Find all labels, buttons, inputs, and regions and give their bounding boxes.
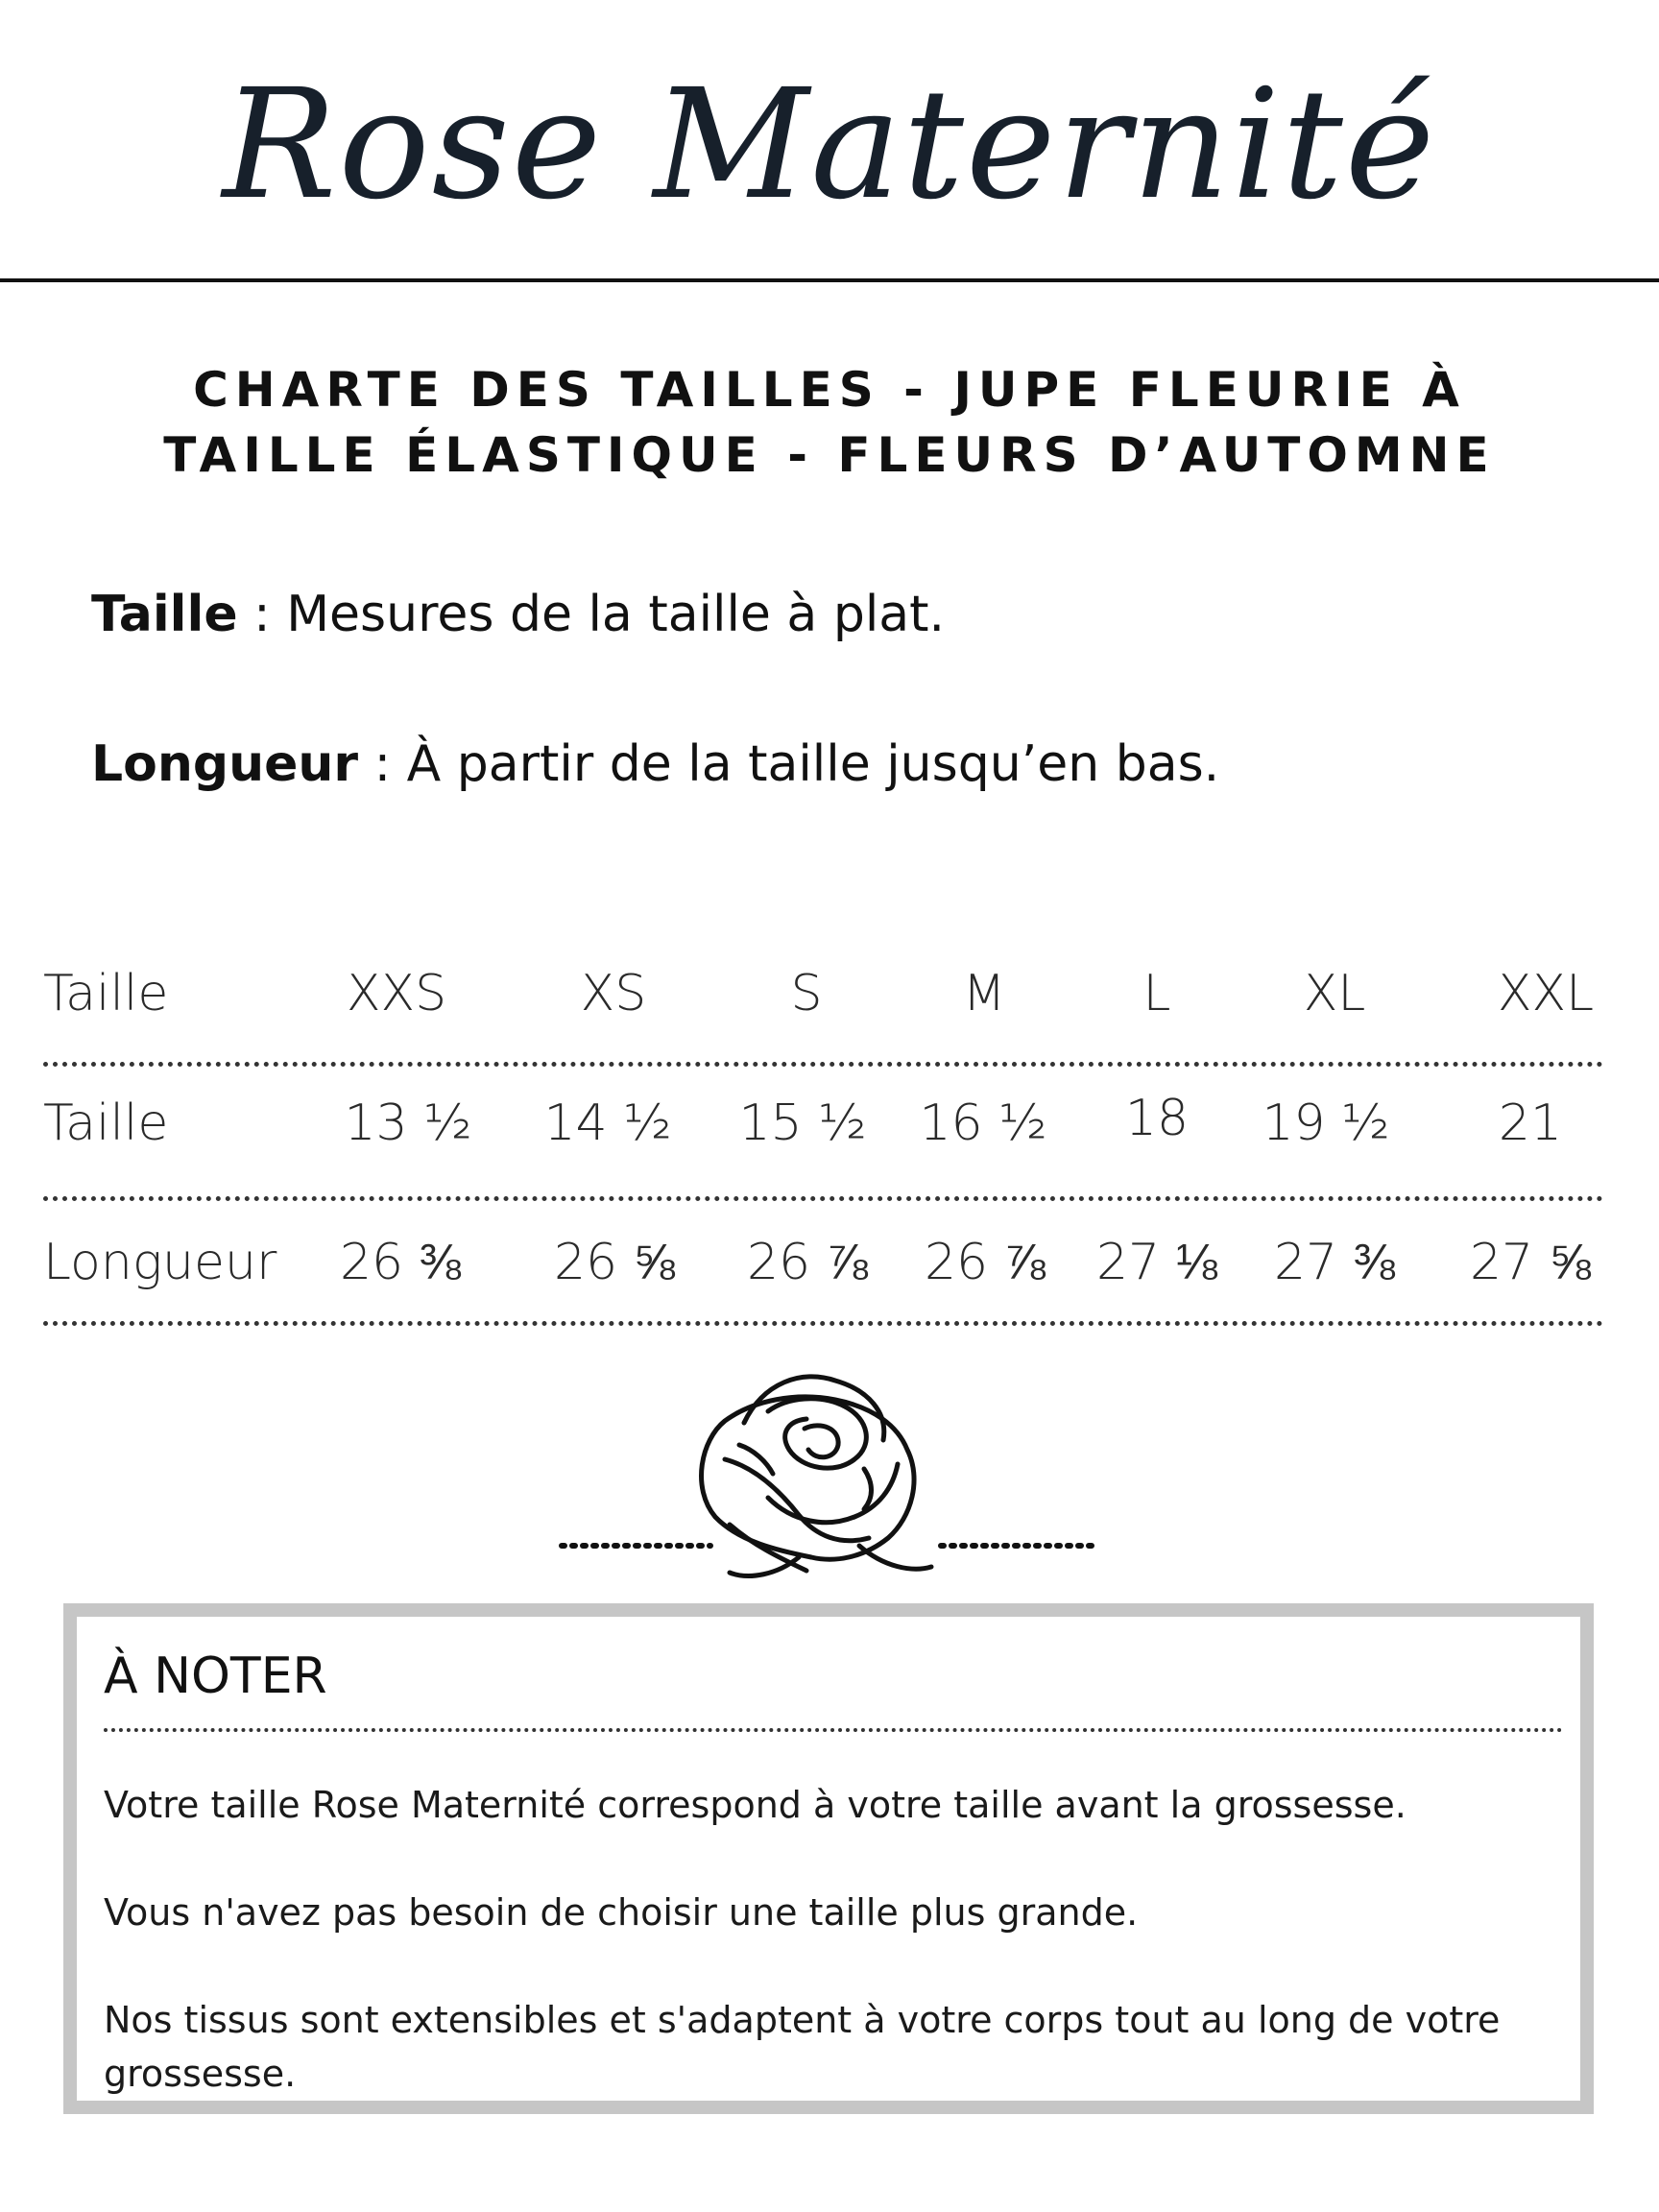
note-box — [63, 1603, 1594, 2114]
note-paragraph: Vous n'avez pas besoin de choisir une taille plus grande. — [104, 1891, 1139, 1934]
table-cell: 15 ½ — [738, 1094, 867, 1152]
table-cell: 26 ⅞ — [924, 1234, 1046, 1291]
table-header-cell: XS — [580, 965, 647, 1022]
definition-term: Longueur — [91, 735, 359, 793]
table-cell: 21 — [1498, 1094, 1563, 1152]
note-divider — [104, 1728, 1563, 1732]
table-header-cell: M — [962, 965, 1006, 1022]
row-divider — [43, 1196, 1603, 1201]
note-title: À NOTER — [104, 1647, 327, 1705]
brand-name: Rose Maternité — [222, 57, 1437, 233]
table-cell: 26 ⅜ — [339, 1234, 462, 1291]
table-header-cell: XXS — [346, 965, 447, 1022]
table-row-label: Longueur — [43, 1234, 277, 1291]
table-header-label: Taille — [43, 965, 169, 1022]
definition-separator: : — [358, 735, 407, 793]
page-title-line-1: CHARTE DES TAILLES - JUPE FLEURIE À — [193, 362, 1466, 418]
note-paragraph: Nos tissus sont extensibles et s'adaptent à votre corps tout au long de votre grossesse. — [104, 1999, 1501, 2095]
definition-text: Mesures de la taille à plat. — [286, 586, 946, 643]
definition-term: Taille — [91, 586, 238, 643]
row-divider — [43, 1321, 1603, 1326]
table-row-label: Taille — [43, 1094, 169, 1152]
table-cell: 27 ⅜ — [1273, 1234, 1396, 1291]
note-paragraph: Votre taille Rose Maternité correspond à votre taille avant la grossesse. — [104, 1784, 1407, 1826]
definition-text: À partir de la taille jusqu’en bas. — [406, 735, 1220, 793]
table-header-cell: S — [790, 965, 823, 1022]
table-header-cell: L — [1142, 965, 1171, 1022]
rose-icon — [547, 1354, 1114, 1584]
table-cell: 26 ⅝ — [553, 1234, 676, 1291]
row-divider — [43, 1062, 1603, 1067]
table-cell: 18 — [1124, 1090, 1190, 1147]
table-cell: 26 ⅞ — [746, 1234, 869, 1291]
table-cell: 14 ½ — [543, 1094, 672, 1152]
definition-separator: : — [237, 586, 287, 643]
table-header-cell: XL — [1303, 965, 1366, 1022]
table-header-cell: XXL — [1497, 965, 1595, 1022]
table-cell: 19 ½ — [1262, 1094, 1390, 1152]
table-cell: 13 ½ — [344, 1094, 472, 1152]
table-cell: 16 ½ — [919, 1094, 1047, 1152]
page-title-line-2: TAILLE ÉLASTIQUE - FLEURS D’AUTOMNE — [163, 427, 1496, 483]
table-cell: 27 ⅝ — [1469, 1234, 1592, 1291]
table-cell: 27 ⅛ — [1095, 1234, 1218, 1291]
